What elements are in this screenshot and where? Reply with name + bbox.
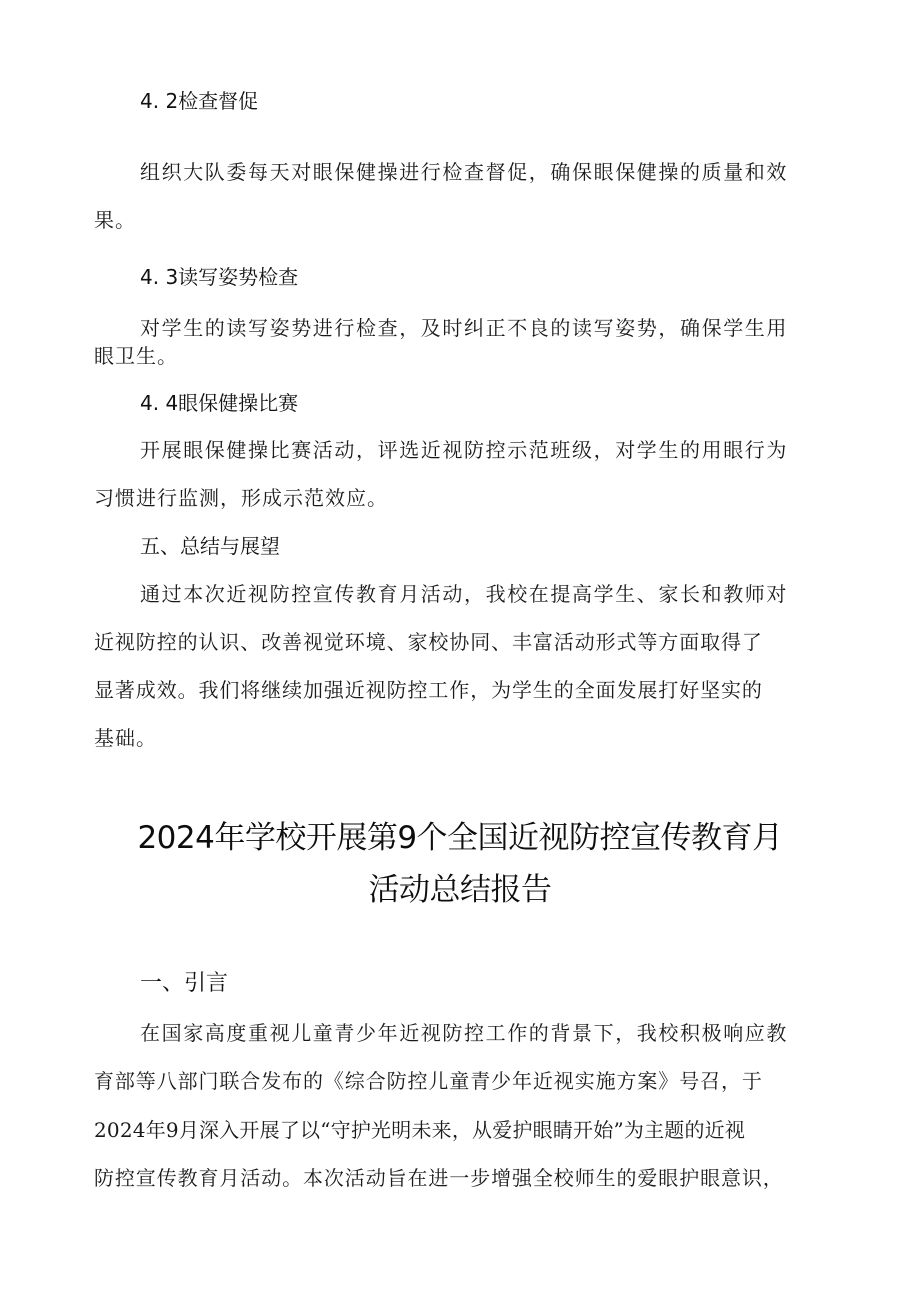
paragraph-4-2-line-2: 果。 bbox=[94, 208, 136, 232]
paragraph-4-3-line-2: 眼卫生。 bbox=[94, 344, 178, 368]
subheading-4-3: 4. 3读写姿势检查 bbox=[140, 265, 299, 289]
paragraph-4-3-line-1: 对学生的读写姿势进行检查，及时纠正不良的读写姿势，确保学生用 bbox=[140, 316, 788, 340]
report-title-line-2: 活动总结报告 bbox=[368, 872, 552, 908]
intro-line-1: 在国家高度重视儿童青少年近视防控工作的背景下，我校积极响应教 bbox=[140, 1021, 788, 1045]
intro-line-2: 育部等八部门联合发布的《综合防控儿童青少年近视实施方案》号召，于 bbox=[94, 1069, 763, 1093]
section-5-line-4: 基础。 bbox=[94, 726, 157, 750]
paragraph-4-4-line-1: 开展眼保健操比赛活动，评选近视防控示范班级，对学生的用眼行为 bbox=[140, 438, 788, 462]
paragraph-4-4-line-2: 习惯进行监测，形成示范效应。 bbox=[94, 486, 388, 510]
subheading-4-2: 4. 2检查督促 bbox=[140, 89, 259, 113]
intro-line-4: 防控宣传教育月活动。本次活动旨在进一步增强全校师生的爱眼护眼意识， bbox=[94, 1166, 784, 1190]
paragraph-4-2-line-1: 组织大队委每天对眼保健操进行检查督促，确保眼保健操的质量和效 bbox=[140, 160, 788, 184]
section-5-line-3: 显著成效。我们将继续加强近视防控工作，为学生的全面发展打好坚实的 bbox=[94, 678, 763, 702]
section-5-line-2: 近视防控的认识、改善视觉环境、家校协同、丰富活动形式等方面取得了 bbox=[94, 630, 763, 654]
intro-line-3: 2024年9月深入开展了以“守护光明未来，从爱护眼睛开始”为主题的近视 bbox=[94, 1118, 746, 1142]
section-5-line-1: 通过本次近视防控宣传教育月活动，我校在提高学生、家长和教师对 bbox=[140, 582, 788, 606]
subheading-4-4: 4. 4眼保健操比赛 bbox=[140, 391, 299, 415]
section-5-heading: 五、总结与展望 bbox=[140, 534, 280, 558]
intro-heading: 一、引言 bbox=[140, 971, 229, 996]
report-title-line-1: 2024年学校开展第9个全国近视防控宣传教育月 bbox=[137, 820, 783, 856]
